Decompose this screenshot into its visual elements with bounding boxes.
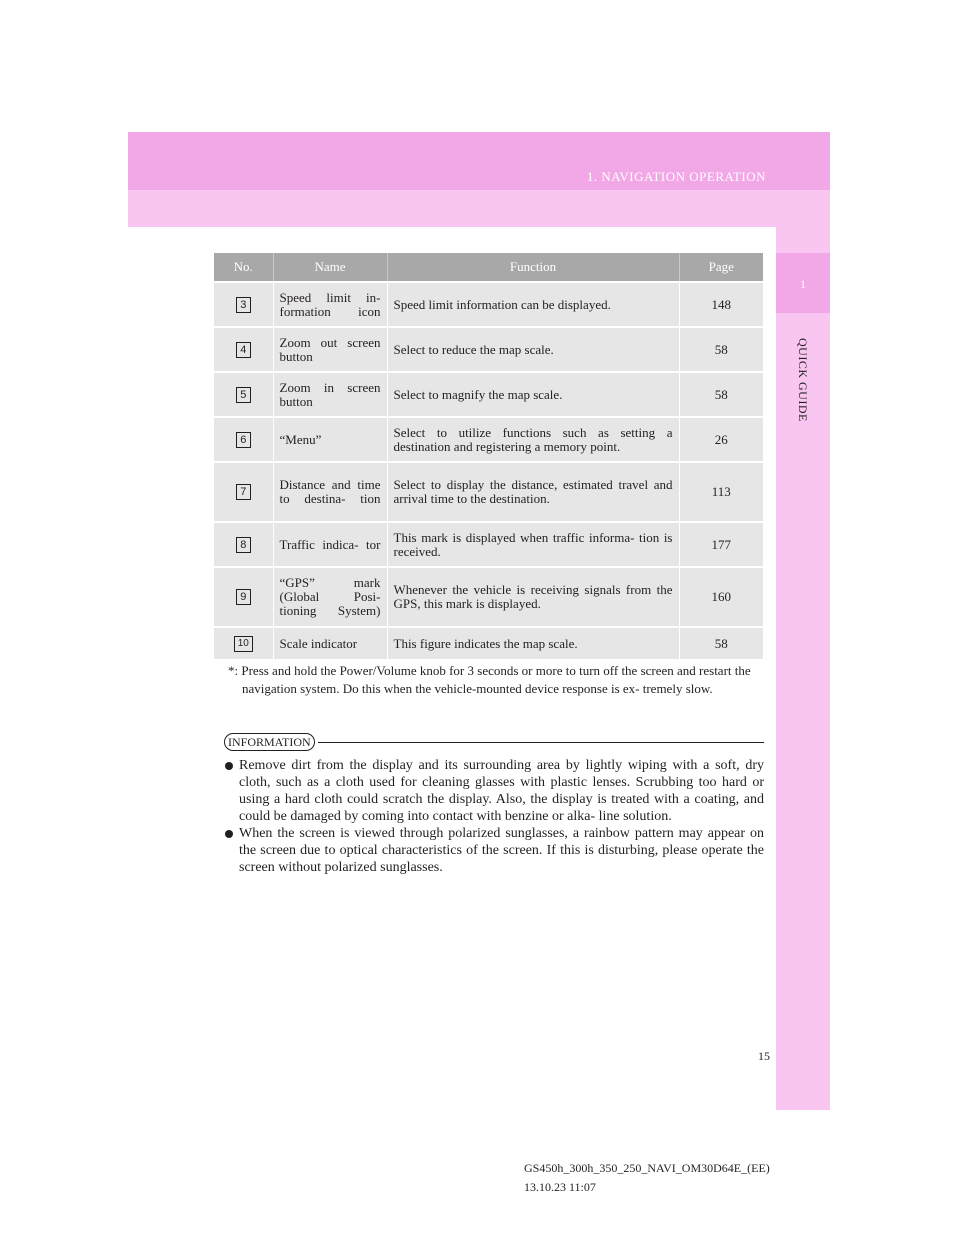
chapter-label: QUICK GUIDE — [796, 338, 810, 422]
bullet-icon — [225, 830, 233, 838]
table-row — [214, 627, 763, 659]
row-number-cell — [214, 327, 273, 372]
row-function: Speed limit information can be displayed. — [387, 282, 679, 327]
number-6-icon: 6 — [236, 432, 251, 448]
number-3-icon: 3 — [236, 297, 251, 313]
header-band — [128, 132, 830, 190]
row-page: 160 — [679, 567, 763, 627]
function-table — [214, 253, 763, 659]
information-label: INFORMATION — [224, 733, 315, 751]
row-page: 177 — [679, 522, 763, 567]
section-title: 1. NAVIGATION OPERATION — [586, 169, 766, 184]
number-4-icon: 4 — [236, 342, 251, 358]
row-page: 26 — [679, 417, 763, 462]
col-header-page: Page — [679, 253, 763, 282]
table-row — [214, 417, 763, 462]
row-name: Speed limit in- formation icon — [273, 282, 387, 327]
table-row — [214, 522, 763, 567]
row-function: Select to display the distance, estimated travel and arrival time to the destination. — [387, 462, 679, 522]
footnote: *: Press and hold the Power/Volume knob for 3 seconds or more to turn off the screen and restart the navigation system. Do this when the vehicle-mounted device response is ex- tremely slow. — [228, 663, 751, 696]
table-row — [214, 567, 763, 627]
row-function: This figure indicates the map scale. — [387, 627, 679, 659]
col-header-function: Function — [387, 253, 679, 282]
row-name: Distance and time to destina- tion — [273, 462, 387, 522]
row-name: Traffic indica- tor — [273, 522, 387, 567]
row-name: Scale indicator — [273, 627, 387, 659]
number-10-icon: 10 — [234, 636, 253, 652]
document-date: 13.10.23 11:07 — [524, 1180, 596, 1194]
information-list — [224, 757, 764, 876]
table-row — [214, 327, 763, 372]
row-number-cell — [214, 417, 273, 462]
list-item — [224, 757, 764, 825]
row-name: “Menu” — [273, 417, 387, 462]
col-header-name: Name — [273, 253, 387, 282]
row-number-cell — [214, 567, 273, 627]
subheader-band — [128, 190, 830, 227]
bullet-icon — [225, 762, 233, 770]
row-page: 58 — [679, 327, 763, 372]
row-number-cell — [214, 372, 273, 417]
table-row — [214, 462, 763, 522]
table-header-row — [214, 253, 763, 282]
info-text: Remove dirt from the display and its surrounding area by lightly wiping with a soft, dry cloth, such as a cloth used for cleaning glasses with plastic lenses. Scrubbing too hard or using a hard cloth could scratch the display. Also, the display is treated with a coating, and could be damaged by coming into contact with benzine or alka- line solution. — [239, 758, 764, 824]
row-number-cell — [214, 522, 273, 567]
number-9-icon: 9 — [236, 589, 251, 605]
row-function: This mark is displayed when traffic informa- tion is received. — [387, 522, 679, 567]
document-id: GS450h_300h_350_250_NAVI_OM30D64E_(EE) — [524, 1161, 770, 1175]
row-number-cell — [214, 462, 273, 522]
information-rule — [318, 742, 764, 743]
row-number-cell — [214, 627, 273, 659]
list-item — [224, 825, 764, 876]
info-text: When the screen is viewed through polarized sunglasses, a rainbow pattern may appear on the screen due to optical characteristics of the screen. If this is disturbing, please operate the screen without polarized sunglasses. — [239, 826, 764, 875]
col-header-no: No. — [214, 253, 273, 282]
chapter-tab[interactable] — [776, 253, 830, 313]
row-function: Select to magnify the map scale. — [387, 372, 679, 417]
row-name: Zoom in screen button — [273, 372, 387, 417]
table-row — [214, 282, 763, 327]
row-name: “GPS” mark (Global Posi- tioning System) — [273, 567, 387, 627]
row-page: 58 — [679, 627, 763, 659]
number-5-icon: 5 — [236, 387, 251, 403]
row-page: 148 — [679, 282, 763, 327]
row-function: Select to reduce the map scale. — [387, 327, 679, 372]
row-function: Select to utilize functions such as setting a destination and registering a memory point. — [387, 417, 679, 462]
row-page: 58 — [679, 372, 763, 417]
row-page: 113 — [679, 462, 763, 522]
table-row — [214, 372, 763, 417]
number-8-icon: 8 — [236, 537, 251, 553]
number-7-icon: 7 — [236, 484, 251, 500]
row-name: Zoom out screen button — [273, 327, 387, 372]
page-number: 15 — [758, 1049, 770, 1063]
row-function: Whenever the vehicle is receiving signals from the GPS, this mark is displayed. — [387, 567, 679, 627]
row-number-cell — [214, 282, 273, 327]
chapter-number: 1 — [800, 277, 806, 291]
